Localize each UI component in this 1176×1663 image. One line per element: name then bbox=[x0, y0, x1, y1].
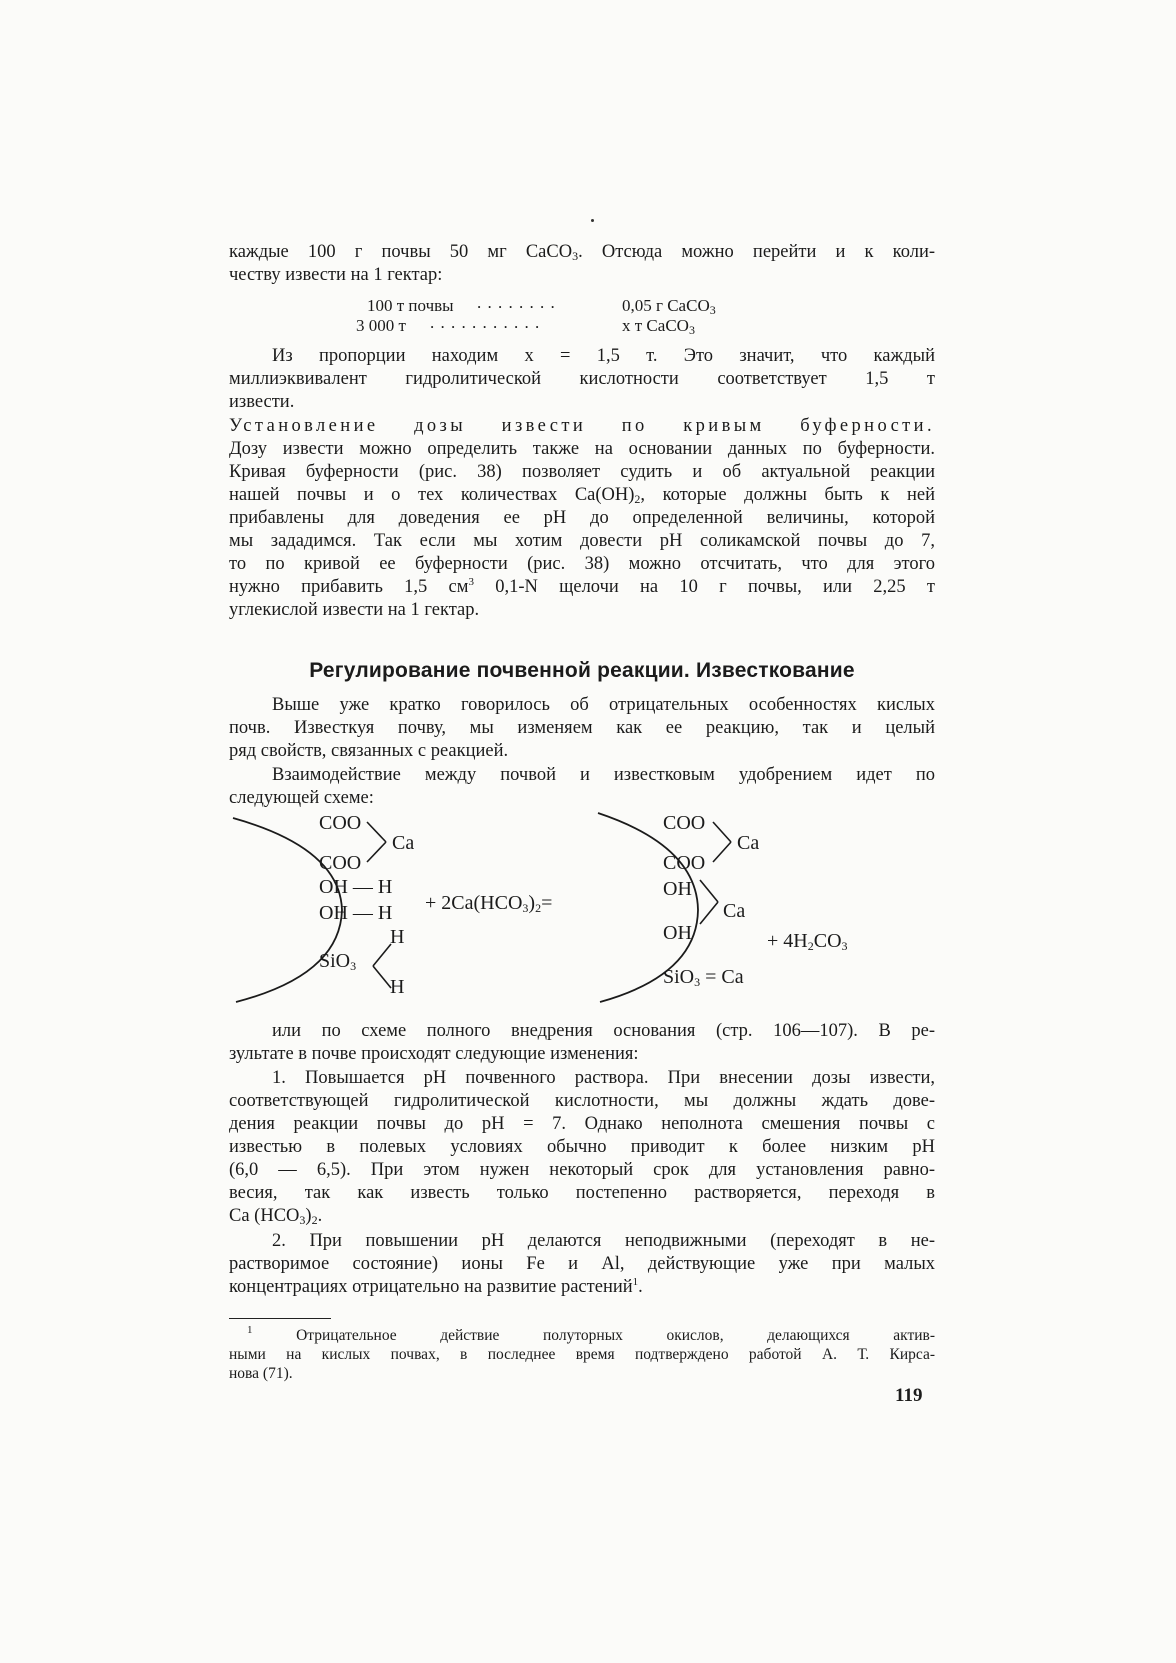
result-line-1: Из пропорции находим x = 1,5 т. Это значит, что каждый bbox=[272, 346, 935, 366]
result-line-3: извести. bbox=[229, 392, 295, 412]
buffer-line-7: то по кривой ее буферности (рис. 38) можно отсчитать, что для этого bbox=[229, 554, 935, 574]
regul-line-2: почв. Известкуя почву, мы изменяем как ее реакцию, так и целый bbox=[229, 718, 935, 738]
item1-line-7: Ca $(HCO_3)_2$. bbox=[229, 1206, 323, 1227]
proportion-row-2-dots: . . . . . . . . . . . bbox=[430, 313, 541, 332]
proportion-row-1-dots: . . . . . . . . bbox=[477, 293, 556, 312]
right-coo-2: COO bbox=[663, 852, 706, 874]
intro-line-2: честву извести на 1 гектар: bbox=[229, 265, 443, 285]
proportion-row-2-left: 3 000 т bbox=[356, 316, 406, 335]
footnote-rule bbox=[229, 1318, 331, 1319]
product: + $4H_2CO_3$ bbox=[767, 930, 848, 953]
proportion-row-1-left: 100 т почвы bbox=[367, 296, 454, 315]
scheme-text-line-2: зультате в почве происходят следующие изменения: bbox=[229, 1044, 639, 1064]
right-ca-2: Ca bbox=[723, 900, 746, 922]
left-oh-2: OH — H bbox=[319, 902, 393, 924]
left-sio3: SiO$_3$ bbox=[319, 950, 357, 973]
item2-line-2: растворимое состояние) ионы Fe и Al, действующие уже при малых bbox=[229, 1254, 935, 1274]
footnote-line-3: нова (71). bbox=[229, 1365, 293, 1382]
left-coo-2: COO bbox=[319, 852, 362, 874]
buffer-line-8: нужно прибавить 1,5 $см^3$ 0,1-N щелочи на 10 г почвы, или 2,25 т bbox=[229, 576, 935, 597]
scheme-text-line-1: или по схеме полного внедрения основания (стр. 106—107). В ре- bbox=[272, 1021, 935, 1041]
left-oh-1: OH — H bbox=[319, 876, 393, 898]
section-heading: Регулирование почвенной реакции. Известкование bbox=[309, 659, 855, 682]
result-line-2: миллиэквивалент гидролитической кислотности соответствует 1,5 т bbox=[229, 369, 935, 389]
proportion-row-2-right: x т CaCO$_3$ bbox=[622, 316, 695, 337]
buffer-line-9: углекислой извести на 1 гектар. bbox=[229, 600, 480, 620]
right-ca-1: Ca bbox=[737, 832, 760, 854]
buffer-line-3: Кривая буферности (рис. 38) позволяет судить и об актуальной реакции bbox=[229, 462, 935, 482]
interact-line-1: Взаимодействие между почвой и известковым удобрением идет по bbox=[272, 765, 935, 785]
buffer-line-1: Установление дозы извести по кривым буферности. bbox=[229, 416, 935, 436]
item1-line-4: известью в полевых условиях обычно приводит к более низким pH bbox=[229, 1137, 935, 1157]
item1-line-6: весия, так как известь только постепенно растворяется, переходя в bbox=[229, 1183, 935, 1203]
right-sio3: SiO$_3$ = Ca bbox=[663, 966, 744, 989]
item2-line-3: концентрациях отрицательно на развитие растений$^1$. bbox=[229, 1276, 643, 1297]
right-coo-1: COO bbox=[663, 812, 706, 834]
regul-line-3: ряд свойств, связанных с реакцией. bbox=[229, 741, 509, 761]
footnote-line-1: $^1$ Отрицательное действие полуторных окислов, делающихся актив- bbox=[247, 1324, 936, 1344]
footnote-mark: 1 bbox=[247, 1324, 253, 1336]
interact-line-2: следующей схеме: bbox=[229, 788, 374, 808]
buffer-line-4: нашей почвы и о тех количествах $Ca(OH)_2$, которые должны быть к ней bbox=[229, 485, 935, 506]
item1-line-5: (6,0 — 6,5). При этом нужен некоторый срок для установления равно- bbox=[229, 1160, 935, 1180]
item2-line-1: 2. При повышении pH делаются неподвижными (переходят в не- bbox=[272, 1231, 935, 1251]
left-h-1: H bbox=[390, 926, 405, 948]
regul-line-1: Выше уже кратко говорилось об отрицательных особенностях кислых bbox=[272, 695, 935, 715]
reagent: + $2Ca(HCO_3)_2=$ bbox=[425, 892, 553, 915]
right-oh-1: OH bbox=[663, 878, 692, 900]
item1-line-3: дения реакции почвы до pH = 7. Однако неполнота смешения почвы с bbox=[229, 1114, 935, 1134]
left-h-2: H bbox=[390, 976, 405, 998]
right-oh-2: OH bbox=[663, 922, 692, 944]
item1-line-2: соответствующей гидролитической кислотности, мы должны ждать дове- bbox=[229, 1091, 935, 1111]
footnote-line-2: ными на кислых почвах, в последнее время подтверждено работой А. Т. Кирса- bbox=[229, 1346, 935, 1363]
buffer-line-6: мы зададимся. Так если мы хотим довести pH соликамской почвы до 7, bbox=[229, 531, 935, 551]
item1-line-1: 1. Повышается pH почвенного раствора. При внесении дозы извести, bbox=[272, 1068, 935, 1088]
page-number: 119 bbox=[895, 1385, 923, 1406]
proportion-row-1-right: 0,05 г CaCO$_3$ bbox=[622, 296, 716, 317]
intro-line-1: каждые 100 г почвы 50 мг CaCO$_3$. Отсюда можно перейти и к коли- bbox=[229, 242, 936, 263]
left-coo-1: COO bbox=[319, 812, 362, 834]
left-ca: Ca bbox=[392, 832, 415, 854]
buffer-line-2: Дозу извести можно определить также на основании данных по буферности. bbox=[229, 439, 935, 459]
buffer-line-5: прибавлены для доведения ее pH до определенной величины, которой bbox=[229, 508, 935, 528]
